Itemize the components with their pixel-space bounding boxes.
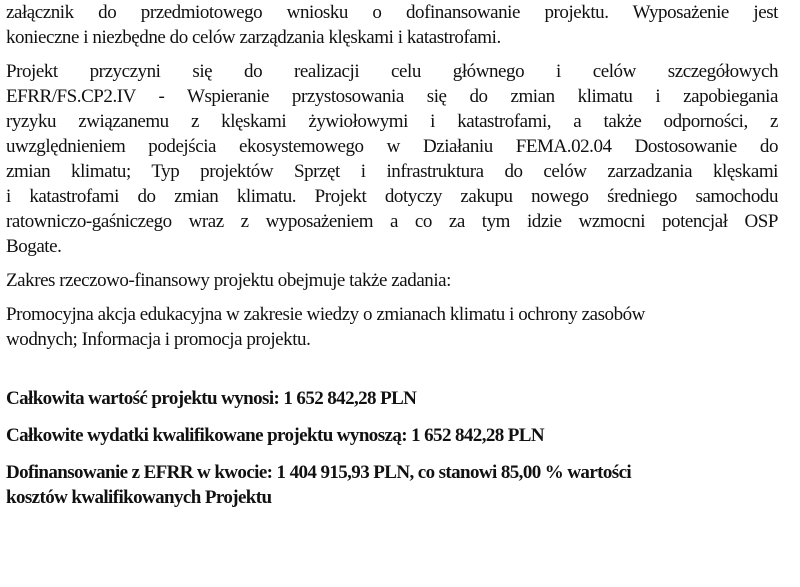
eligible-expenses: Całkowite wydatki kwalifikowane projektu wynoszą: 1 652 842,28 PLN: [6, 425, 544, 446]
paragraph-project-goals: [6, 59, 778, 259]
text-line: ratowniczo-gaśniczego wraz z wyposażeniem a co za tym idzie wzmocni potencjał OSP: [6, 211, 778, 232]
text-line: załącznik do przedmiotowego wniosku o dofinansowanie projektu. Wyposażenie jest: [6, 2, 778, 23]
document-page: [6, 0, 778, 510]
text-line: zmian klimatu; Typ projektów Sprzęt i infrastruktura do celów zarzadzania klęskami: [6, 161, 778, 182]
text-line: ryzyku związanemu z klęskami żywiołowymi i katastrofami, a także odporności, z: [6, 111, 778, 132]
paragraph-equipment-attachment: [6, 0, 778, 50]
text-line: Projekt przyczyni się do realizacji celu głównego i celów szczegółowych: [6, 61, 778, 82]
text-line: kosztów kwalifikowanych Projektu: [6, 487, 272, 508]
text-line: konieczne i niezbędne do celów zarządzania klęskami i katastrofami.: [6, 27, 501, 48]
text-line: Zakres rzeczowo-finansowy projektu obejmuje także zadania:: [6, 270, 451, 291]
paragraph-scope-intro: [6, 268, 778, 293]
text-line: uwzględnieniem podejścia ekosystemowego w Działaniu FEMA.02.04 Dostosowanie do: [6, 136, 778, 157]
text-line: Promocyjna akcja edukacyjna w zakresie wiedzy o zmianach klimatu i ochrony zasobów: [6, 304, 645, 325]
text-line: i katastrofami do zmian klimatu. Projekt dotyczy zakupu nowego średniego samochodu: [6, 186, 778, 207]
total-project-value: Całkowita wartość projektu wynosi: 1 652 842,28 PLN: [6, 388, 417, 409]
efrr-cofinancing: [6, 460, 778, 510]
text-line: EFRR/FS.CP2.IV - Wspieranie przystosowania się do zmian klimatu i zapobiegania: [6, 86, 778, 107]
text-line: Bogate.: [6, 236, 62, 257]
text-line: Dofinansowanie z EFRR w kwocie: 1 404 915,93 PLN, co stanowi 85,00 % wartości: [6, 462, 632, 483]
text-line: wodnych; Informacja i promocja projektu.: [6, 329, 311, 350]
paragraph-scope-tasks: [6, 302, 778, 352]
